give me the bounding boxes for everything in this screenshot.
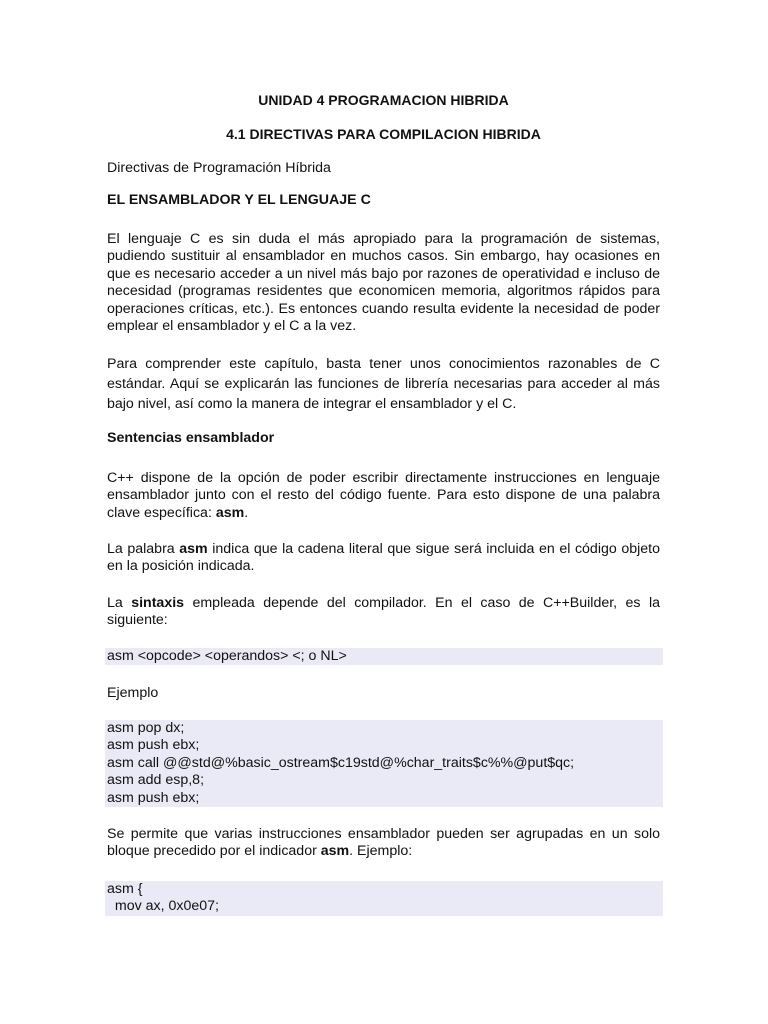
paragraph-3-end: . (244, 504, 249, 521)
code-line: asm { (107, 881, 143, 897)
example-label: Ejemplo (107, 685, 159, 701)
page-title: UNIDAD 4 PROGRAMACION HIBRIDA (258, 92, 509, 108)
intro-line: Directivas de Programación Híbrida (107, 160, 331, 176)
page-subtitle: 4.1 DIRECTIVAS PARA COMPILACION HIBRIDA (226, 126, 541, 142)
syntax-code-block (105, 648, 663, 665)
keyword-sintaxis: sintaxis (131, 595, 185, 611)
paragraph-4-text: indica que la cadena literal que sigue será incluida en el código objeto en la posición indicada. (107, 541, 660, 575)
paragraph-5-text: empleada depende del compilador. En el caso de C++Builder, es la siguiente: (107, 595, 660, 629)
keyword-asm: asm (320, 843, 350, 860)
code-line: mov ax, 0x0e07; (107, 898, 219, 915)
paragraph-4 (107, 541, 660, 576)
keyword-asm: asm (179, 541, 208, 557)
keyword-asm: asm (215, 504, 245, 521)
example-code-block (105, 720, 663, 807)
paragraph-6-text: Se permite que varias instrucciones ensamblador pueden ser agrupadas en un solo bloque precedido por el indicador (107, 826, 660, 860)
paragraph-6-end: . Ejemplo: (349, 843, 413, 860)
paragraph-1: El lenguaje C es sin duda el más apropiado para la programación de sistemas, pudiendo sustituir al ensamblador en muchos casos. Sin embargo, hay ocasiones en que es necesario acceder a un nivel más bajo por razones de operatividad e incluso de necesidad (programas residentes que economicen memoria, algoritmos rápidos para operaciones críticas, etc.). Es entonces cuando resulta evidente la necesidad de poder emplear el ensamblador y el C a la vez. (107, 231, 660, 335)
paragraph-3-text: C++ dispone de la opción de poder escribir directamente instrucciones en lenguaje ensamblador junto con el resto del código fuente. Para esto dispone de una palabra clave específica: (107, 470, 660, 521)
code-line: asm <opcode> <operandos> <; o NL> (107, 648, 347, 664)
code-line: asm push ebx; (107, 789, 200, 806)
paragraph-3 (107, 470, 660, 522)
code-line: asm push ebx; (107, 737, 200, 754)
paragraph-5 (107, 595, 660, 630)
asm-block-code (105, 881, 663, 916)
paragraph-4-start: La palabra (107, 541, 180, 557)
section-heading-sentencias: Sentencias ensamblador (107, 430, 275, 446)
code-line: asm call @@std@%basic_ostream$c19std@%char_traits$c%%@put$qc; (107, 754, 575, 771)
paragraph-2: Para comprender este capítulo, basta tener unos conocimientos razonables de C estándar. Aquí se explicarán las funciones de librería necesarias para acceder al más bajo nivel, así como la manera de integrar el ensamblador y el C. (107, 356, 660, 412)
code-line: asm add esp,8; (107, 772, 205, 789)
code-line: asm pop dx; (107, 720, 185, 736)
section-heading-ensamblador-c: EL ENSAMBLADOR Y EL LENGUAJE C (107, 192, 371, 208)
paragraph-6 (107, 826, 660, 861)
paragraph-5-start: La (107, 595, 132, 611)
